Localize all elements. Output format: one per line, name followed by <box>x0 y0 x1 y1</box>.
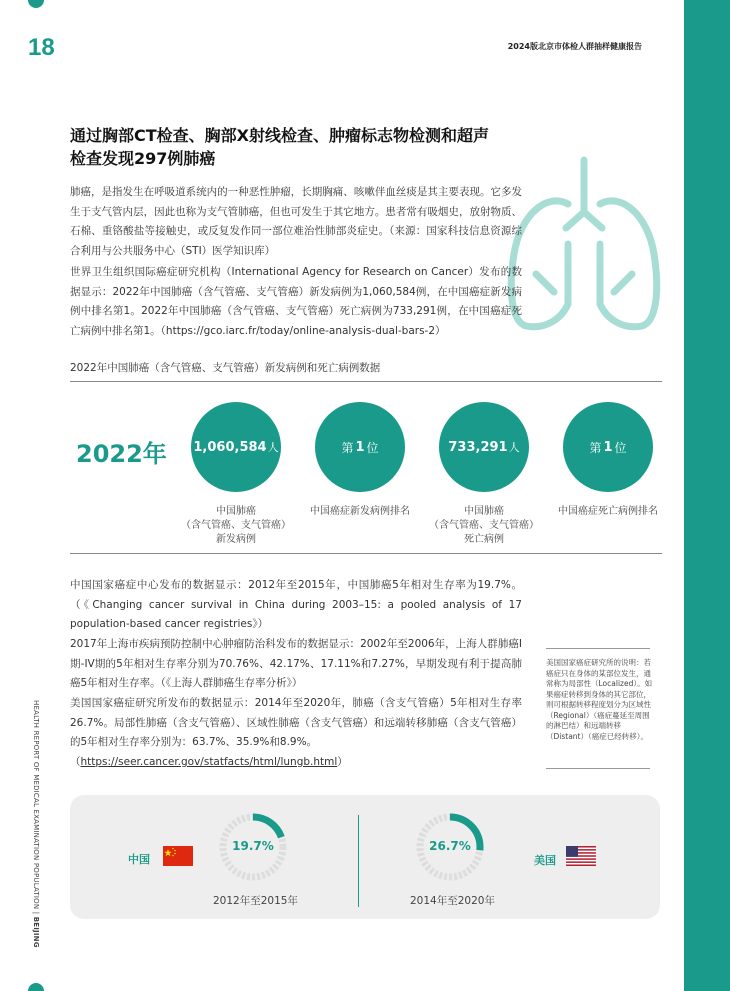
stat-value: 1 <box>603 439 613 455</box>
note-rule <box>546 768 650 769</box>
stat-unit: 位 <box>366 440 379 455</box>
usa-label: 美国 <box>534 854 556 867</box>
paragraph-seer-source <box>70 753 522 773</box>
heading-line-1: 通过胸部CT检查、胸部X射线检查、肿瘤标志物检测和超声 <box>70 126 489 145</box>
heading-line-2: 检查发现297例肺癌 <box>70 149 216 168</box>
lungs-icon <box>502 154 667 334</box>
stat-prefix: 第 <box>341 440 354 455</box>
divider <box>70 381 662 382</box>
stat-value: 1 <box>355 439 365 455</box>
paragraph-lung-cancer-definition: 肺癌，是指发生在呼吸道系统内的一种恶性肿瘤，长期胸痛、咳嗽伴血丝痰是其主要表现。它多发生于支气管内层，因此也称为支气管肺癌，但也可发生于其它地方。患者常有吸烟史，放射物质、石棉、重铬酸盐等接触史，或反复发作同一部位难治性肺部炎症史。（来源：国家科技信息资源综合利用与公共服务中心（STI）医学知识库） <box>70 186 522 257</box>
corner-dot <box>28 983 44 991</box>
usa-survival-rate: 26.7% <box>429 839 471 853</box>
stat-circle-deaths <box>439 402 529 492</box>
caption-line: （含气管癌、支气管癌） <box>181 520 291 531</box>
caption-line: 中国癌症死亡病例排名 <box>558 506 658 517</box>
stat-circle-death-rank <box>563 402 653 492</box>
stats-year: 2022年 <box>76 440 167 468</box>
caption-line: 中国癌症新发病例排名 <box>310 506 410 517</box>
china-survival-period: 2012年至2015年 <box>213 895 298 907</box>
paragraph-usa-survival: 美国国家癌症研究所发布的数据显示：2014年至2020年，肺癌（含支气管癌）5年相对生存率26.7%。局部性肺癌（含支气管癌）、区域性肺癌（含支气管癌）和远端转移肺癌（含支气管癌）的5年相对生存率分别为：63.7%、35.9%和8.9%。 <box>70 697 522 748</box>
caption-line: 中国肺癌 <box>216 506 256 517</box>
caption-line: 新发病例 <box>216 534 256 545</box>
paragraph-iarc-data: 世界卫生组织国际癌症研究机构（International Agency for Research on Cancer）发布的数据显示：2022年中国肺癌（含气管癌、支气管癌）新发病例为1,060,584例，在中国癌症新发病例中排名第1。2022年中国肺癌（含气管癌、支气管癌）死亡病例为733,291例，在中国癌症死亡病例中排名第1。（https://gco.iarc.fr/today/online-analysis-dual-bars-2） <box>70 266 522 337</box>
paren-open: （ <box>70 756 81 768</box>
usa-flag-icon <box>566 846 596 866</box>
side-running-title <box>32 700 40 948</box>
side-accent-bar <box>684 0 730 991</box>
china-flag-icon <box>163 846 193 866</box>
stat-value: 733,291 <box>448 439 508 455</box>
caption-line: 死亡病例 <box>464 534 504 545</box>
paren-close: ） <box>337 756 348 768</box>
article-heading <box>70 124 560 170</box>
caption-line: （含气管癌、支气管癌） <box>429 520 539 531</box>
stat-circle-new-rank <box>315 402 405 492</box>
stat-unit: 人 <box>508 441 520 454</box>
divider <box>70 553 662 554</box>
panel-divider <box>358 815 359 907</box>
side-note: 美国国家癌症研究所的说明：若癌症只在身体的某部位发生，通常称为局部性（Localized）。如果癌症转移到身体的其它部位，则可根据转移程度划分为区域性（Regional）（癌症蔓延至周围的淋巴结）和远端转移（Distant）（癌症已经转移）。 <box>546 658 653 741</box>
note-rule <box>546 648 650 649</box>
paragraph-shanghai-survival: 2017年上海市疾病预防控制中心肿瘤防治科发布的数据显示：2002年至2006年，上海人群肺癌I期-IV期的5年相对生存率分别为70.76%、42.17%、17.11%和7.27%，早期发现有利于提高肺癌5年相对生存率。（《上海人群肺癌生存率分析》） <box>70 638 522 689</box>
stat-prefix: 第 <box>589 440 602 455</box>
caption-line: 中国肺癌 <box>464 506 504 517</box>
stats-section-label: 2022年中国肺癌（含气管癌、支气管癌）新发病例和死亡病例数据 <box>70 362 381 374</box>
stat-unit: 人 <box>267 441 279 454</box>
china-survival-rate: 19.7% <box>232 839 274 853</box>
side-running-title-city: BEIJING <box>32 916 40 948</box>
china-label: 中国 <box>128 853 150 866</box>
stat-unit: 位 <box>614 440 627 455</box>
side-running-title-text: HEALTH REPORT OF MEDICAL EXAMINATION POPULATION | <box>32 700 40 915</box>
corner-dot <box>28 0 44 8</box>
stat-value: 1,060,584 <box>193 439 267 455</box>
usa-survival-period: 2014年至2020年 <box>410 895 495 907</box>
paragraph-china-survival: 中国国家癌症中心发布的数据显示：2012年至2015年，中国肺癌5年相对生存率为19.7%。（《Changing cancer survival in China during 2003–15: a pooled analysis of 17 population-based cancer registries》） <box>70 579 522 630</box>
stat-caption-death-rank <box>528 505 688 519</box>
stat-circle-new-cases <box>191 402 281 492</box>
page-number: 18 <box>28 34 55 61</box>
seer-link[interactable]: https://seer.cancer.gov/statfacts/html/lungb.html <box>80 756 338 768</box>
report-title: 2024版北京市体检人群抽样健康报告 <box>507 42 642 51</box>
